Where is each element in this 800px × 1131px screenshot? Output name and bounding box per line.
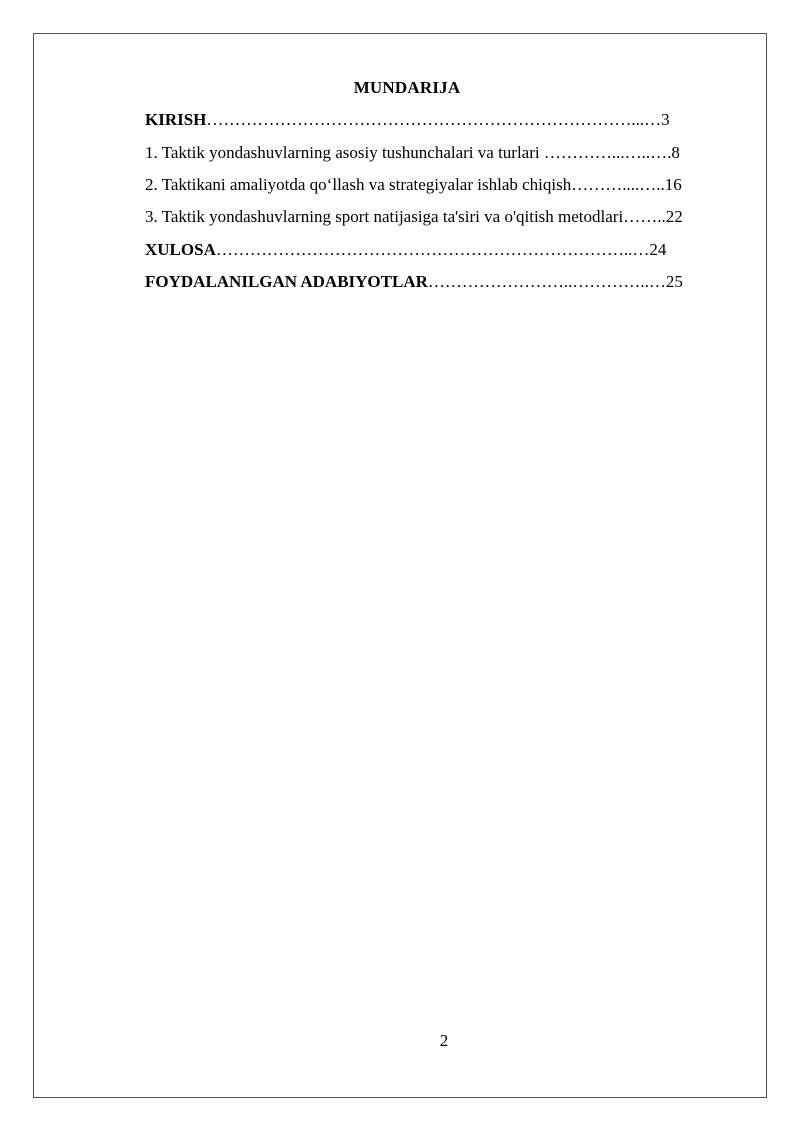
toc-entry-chapter-1[interactable] <box>145 143 680 163</box>
toc-leader-dots: …………………………………………………………………...… <box>206 110 662 129</box>
toc-leader-dots: …….. <box>623 207 666 226</box>
toc-entry-kirish[interactable] <box>145 110 670 130</box>
toc-entry-label: 3. Taktik yondashuvlarning sport natijasiga ta'siri va o'qitish metodlari <box>145 207 624 226</box>
toc-page-number: 8 <box>671 143 680 162</box>
toc-leader-dots: ………....….. <box>571 175 665 194</box>
toc-entry-references[interactable] <box>145 272 683 292</box>
page-number: 2 <box>439 1031 449 1050</box>
toc-entry-chapter-3[interactable] <box>145 207 683 227</box>
toc-title: MUNDARIJA <box>353 78 461 97</box>
toc-entry-xulosa[interactable] <box>145 240 666 260</box>
toc-entry-label: 1. Taktik yondashuvlarning asosiy tushunchalari va turlari <box>145 143 544 162</box>
toc-page-number: 22 <box>665 207 683 226</box>
toc-page-number: 24 <box>649 240 667 259</box>
toc-entry-label: FOYDALANILGAN ADABIYOTLAR <box>145 272 428 291</box>
toc-leader-dots: …………...…..…. <box>543 143 672 162</box>
toc-page-number: 16 <box>664 175 682 194</box>
toc-leader-dots: ……………………..…………..… <box>427 272 666 291</box>
toc-page-number: 25 <box>665 272 683 291</box>
toc-page-number: 3 <box>661 110 670 129</box>
toc-entry-chapter-2[interactable] <box>145 175 682 195</box>
toc-leader-dots: ………………………………………………………………..… <box>215 240 650 259</box>
toc-entry-label: 2. Taktikani amaliyotda qo‘llash va strategiyalar ishlab chiqish <box>145 175 572 194</box>
toc-entry-label: KIRISH <box>145 110 207 129</box>
toc-entry-label: XULOSA <box>145 240 216 259</box>
